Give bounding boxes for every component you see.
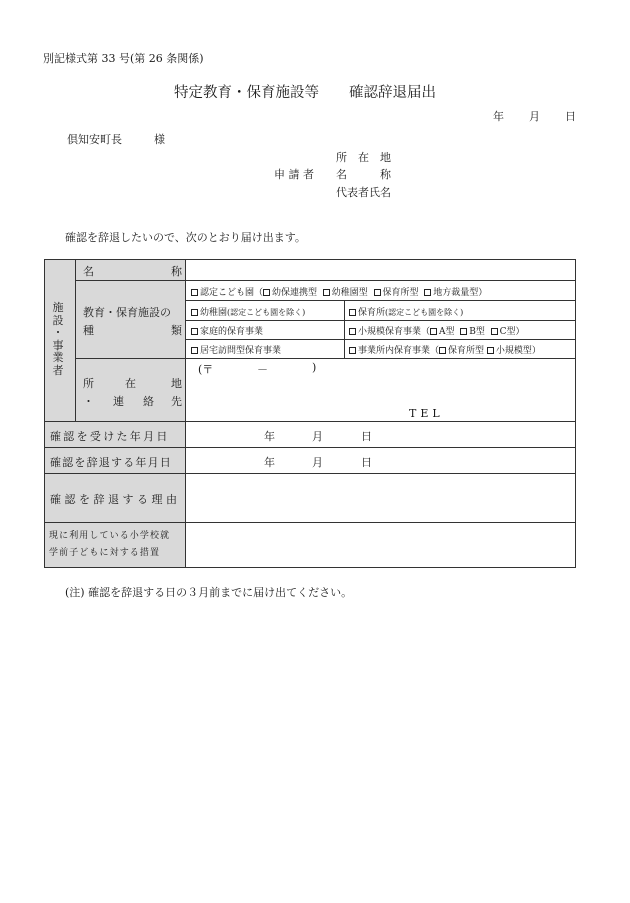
applicant-name-label: 名 称 [336,168,391,181]
applicant-address-label: 所 在 地 [336,151,391,164]
form-table: 施 設 ・ 事 業 者 名 称 教育・保育施設の 種 類 認定こども園（ 幼保連携型 幼稚園型 保育所型 地方裁量型） 幼稚園(認定こども園を除く) 保育所(認定こども園を除く) 家庭的保育事業 小規模保育事業（ A型 B型 C型） 居宅訪問型保育事業 事業所内保育事業（ 保育所型 小規模型） 所 在 地 ・ 連 絡 先 (〒 － ) TEL 確認を受けた年月日 年 月 日 確認を辞退する年月日 年 月 日 確 認 を 辞 退 す る 理 由 現に利用している小学校就 学前子どもに対する措置 [44,259,576,568]
measures-label-line2: 学前子どもに対する措置 [49,548,161,558]
facility-type-label-line2-right: 類 [171,324,182,337]
withdraw-day-label: 日 [361,456,372,469]
confirmed-month-label: 月 [312,430,323,443]
confirmed-date-label: 確認を受けた年月日 [50,430,170,443]
jigyosho-shokibo-checkbox[interactable] [487,347,494,354]
confirmed-year-label: 年 [264,430,275,443]
withdraw-month-label: 月 [312,456,323,469]
shokibo-checkbox[interactable] [349,328,356,335]
shokibo-b-checkbox[interactable] [460,328,467,335]
jigyosho-hoikusho-checkbox[interactable] [439,347,446,354]
reason-label: 確 認 を 辞 退 す る 理 由 [50,493,177,506]
applicant-label: 申 請 者 [274,168,314,181]
katei-checkbox[interactable] [191,328,198,335]
option-youchien[interactable]: 幼稚園(認定こども園を除く) [191,305,305,318]
postal-close: ) [312,361,317,374]
option-kyotaku[interactable]: 居宅訪問型保育事業 [191,343,281,356]
shokibo-c-checkbox[interactable] [491,328,498,335]
option-jigyosho[interactable]: 事業所内保育事業（ 保育所型 小規模型） [349,343,541,356]
withdraw-year-label: 年 [264,456,275,469]
reason-field[interactable] [186,474,575,522]
addressee-honorific: 様 [154,133,165,146]
facility-group-label: 施 設 ・ 事 業 者 [52,301,64,377]
facility-type-label-line1: 教育・保育施設の [83,306,171,319]
nintei-youchien-checkbox[interactable] [323,289,330,296]
postal-dash: － [257,363,268,376]
measures-label-line1: 現に利用している小学校就 [49,531,171,541]
confirmed-day-label: 日 [361,430,372,443]
name-label-left: 名 [83,265,94,278]
addressee-name: 倶知安町長 [67,133,122,146]
intro-text: 確認を辞退したいので、次のとおり届け出ます。 [65,231,306,244]
form-number: 別記様式第 33 号(第 26 条関係) [43,52,204,65]
facility-type-label-line2-left: 種 [83,324,94,337]
option-nintei[interactable]: 認定こども園（ 幼保連携型 幼稚園型 保育所型 地方裁量型） [191,285,487,298]
option-hoikusho[interactable]: 保育所(認定こども園を除く) [349,305,463,318]
option-shokibo[interactable]: 小規模保育事業（ A型 B型 C型） [349,324,525,337]
withdraw-date-label: 確認を辞退する年月日 [50,456,172,469]
tel-label: TEL [409,407,444,420]
date-day-label: 日 [565,110,576,123]
date-year-label: 年 [493,110,504,123]
address-field[interactable] [186,359,575,421]
option-katei[interactable]: 家庭的保育事業 [191,324,263,337]
kyotaku-checkbox[interactable] [191,347,198,354]
measures-field[interactable] [186,523,575,567]
hoikusho-checkbox[interactable] [349,309,356,316]
facility-name-field[interactable] [186,261,575,280]
form-title-right: 確認辞退届出 [349,85,436,101]
postal-open: (〒 [198,363,214,376]
name-label-right: 称 [171,265,182,278]
youchien-checkbox[interactable] [191,309,198,316]
shokibo-a-checkbox[interactable] [430,328,437,335]
nintei-checkbox[interactable] [191,289,198,296]
form-title-left: 特定教育・保育施設等 [174,85,319,101]
jigyosho-checkbox[interactable] [349,347,356,354]
nintei-chihou-checkbox[interactable] [424,289,431,296]
applicant-rep-label: 代表者氏名 [336,186,391,199]
nintei-renkei-checkbox[interactable] [263,289,270,296]
nintei-hoikusho-checkbox[interactable] [374,289,381,296]
date-month-label: 月 [529,110,540,123]
footnote: (注) 確認を辞退する日の３月前までに届け出てください。 [65,586,353,599]
